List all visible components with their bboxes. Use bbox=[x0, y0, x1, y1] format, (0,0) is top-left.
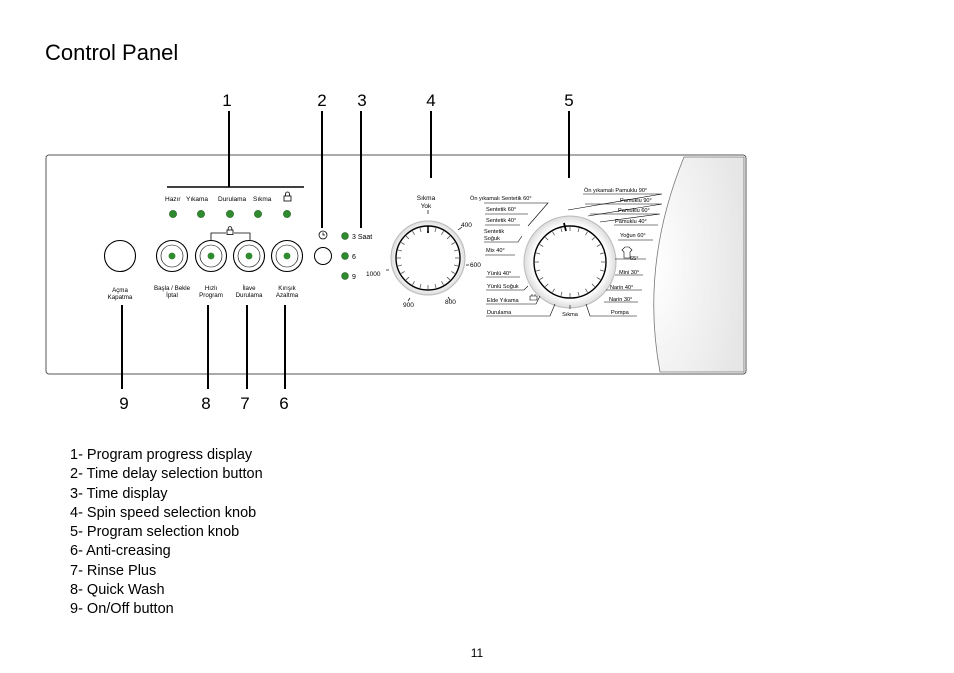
callout-7: 7 bbox=[240, 394, 250, 413]
rinse-label-2: Durulama bbox=[235, 292, 263, 299]
program-label-mix-40: Mix 40° bbox=[486, 248, 505, 254]
page-number: 11 bbox=[470, 646, 484, 660]
page-title: Control Panel bbox=[45, 40, 179, 65]
program-label-mini-30: Mini 30° bbox=[619, 270, 640, 276]
legend-list bbox=[70, 446, 263, 620]
callout-9: 9 bbox=[119, 394, 129, 413]
callout-5: 5 bbox=[564, 91, 574, 110]
power-label-2: Kapatma bbox=[107, 294, 133, 301]
time-label-9h: 9 bbox=[352, 274, 356, 281]
spin-800-label: 800 bbox=[445, 299, 456, 306]
time-delay-button[interactable] bbox=[315, 248, 332, 265]
power-label-1: Açma bbox=[112, 287, 128, 294]
program-label-wool-40: Yünlü 40° bbox=[487, 271, 512, 277]
spin-none-label-2: Yok bbox=[420, 203, 432, 210]
program-label-pump: Pompa bbox=[611, 310, 629, 316]
legend-item-8: 8- Quick Wash bbox=[70, 582, 165, 599]
legend-item-7: 7- Rinse Plus bbox=[70, 562, 157, 579]
legend-item-6: 6- Anti-creasing bbox=[70, 543, 171, 560]
progress-label-spin: Sıkma bbox=[253, 196, 272, 203]
program-label-synthetic-60: Sentetik 60° bbox=[486, 207, 517, 213]
callout-4: 4 bbox=[426, 91, 436, 110]
spin-400-label: 400 bbox=[461, 222, 472, 229]
program-label-cotton-40: Pamuklu 40° bbox=[615, 219, 647, 225]
start-label-1: Başla / Bekle bbox=[153, 285, 191, 292]
program-label-wool-cold: Yünlü Soğuk bbox=[487, 284, 519, 290]
spin-600-label: 600 bbox=[470, 262, 481, 269]
legend-item-1: 1- Program progress display bbox=[70, 447, 253, 463]
progress-label-wash: Yıkama bbox=[186, 196, 209, 203]
program-label-intensive-60: Yoğun 60° bbox=[620, 233, 646, 239]
spin-knob[interactable] bbox=[391, 221, 465, 295]
program-label-prewash-cotton-90: Ön yıkamalı Pamuklu 90° bbox=[584, 188, 648, 194]
program-label-synthetic-40: Sentetik 40° bbox=[486, 218, 517, 224]
power-button[interactable] bbox=[105, 241, 136, 272]
spin-900-label: 900 bbox=[403, 302, 414, 309]
time-label-3h: 3 Saat bbox=[352, 234, 373, 241]
quick-label-1: Hızlı bbox=[204, 285, 218, 292]
program-label-synthetic: Sentetik bbox=[484, 229, 505, 235]
callout-8: 8 bbox=[201, 394, 211, 413]
program-label-hand-wash: Elde Yıkama bbox=[487, 298, 519, 304]
legend-item-4: 4- Spin speed selection knob bbox=[70, 504, 257, 521]
callout-6: 6 bbox=[279, 394, 289, 413]
rinse-label-1: İlave bbox=[242, 285, 256, 292]
legend-item-2: 2- Time delay selection button bbox=[70, 466, 263, 483]
program-label-delicate-30: Narin 30° bbox=[609, 297, 633, 303]
crease-label-2: Azaltma bbox=[275, 292, 299, 299]
program-label-cotton-60: Pamuklu 60° bbox=[618, 208, 650, 214]
callout-1: 1 bbox=[222, 91, 232, 110]
spin-none-label-1: Sıkma bbox=[416, 195, 436, 202]
callout-3: 3 bbox=[357, 91, 367, 110]
program-label-prewash-synthetic-60: Ön yıkamalı Sentetik 60° bbox=[470, 196, 532, 202]
crease-label-1: Kırışık bbox=[278, 285, 296, 292]
program-label-cotton-90: Pamuklu 90° bbox=[620, 198, 652, 204]
legend-item-9: 9- On/Off button bbox=[70, 601, 174, 618]
callout-2: 2 bbox=[317, 91, 327, 110]
legend-item-5: 5- Program selection knob bbox=[70, 524, 240, 541]
legend-item-3: 3- Time display bbox=[70, 485, 168, 502]
program-knob[interactable] bbox=[524, 216, 616, 308]
quick-label-2: Program bbox=[199, 292, 223, 299]
program-label-cold: Soğuk bbox=[484, 236, 500, 242]
progress-label-ready: Hazır bbox=[165, 196, 181, 203]
program-label-rinse: Durulama bbox=[487, 310, 512, 316]
program-label-shirts-65: 65° bbox=[630, 256, 639, 262]
time-label-6h: 6 bbox=[352, 254, 356, 261]
program-label-delicate-40: Narin 40° bbox=[610, 285, 634, 291]
start-label-2: İptal bbox=[166, 292, 178, 299]
program-label-spin: Sıkma bbox=[562, 312, 578, 318]
spin-1000-label: 1000 bbox=[366, 271, 381, 278]
progress-label-rinse: Durulama bbox=[218, 196, 247, 203]
